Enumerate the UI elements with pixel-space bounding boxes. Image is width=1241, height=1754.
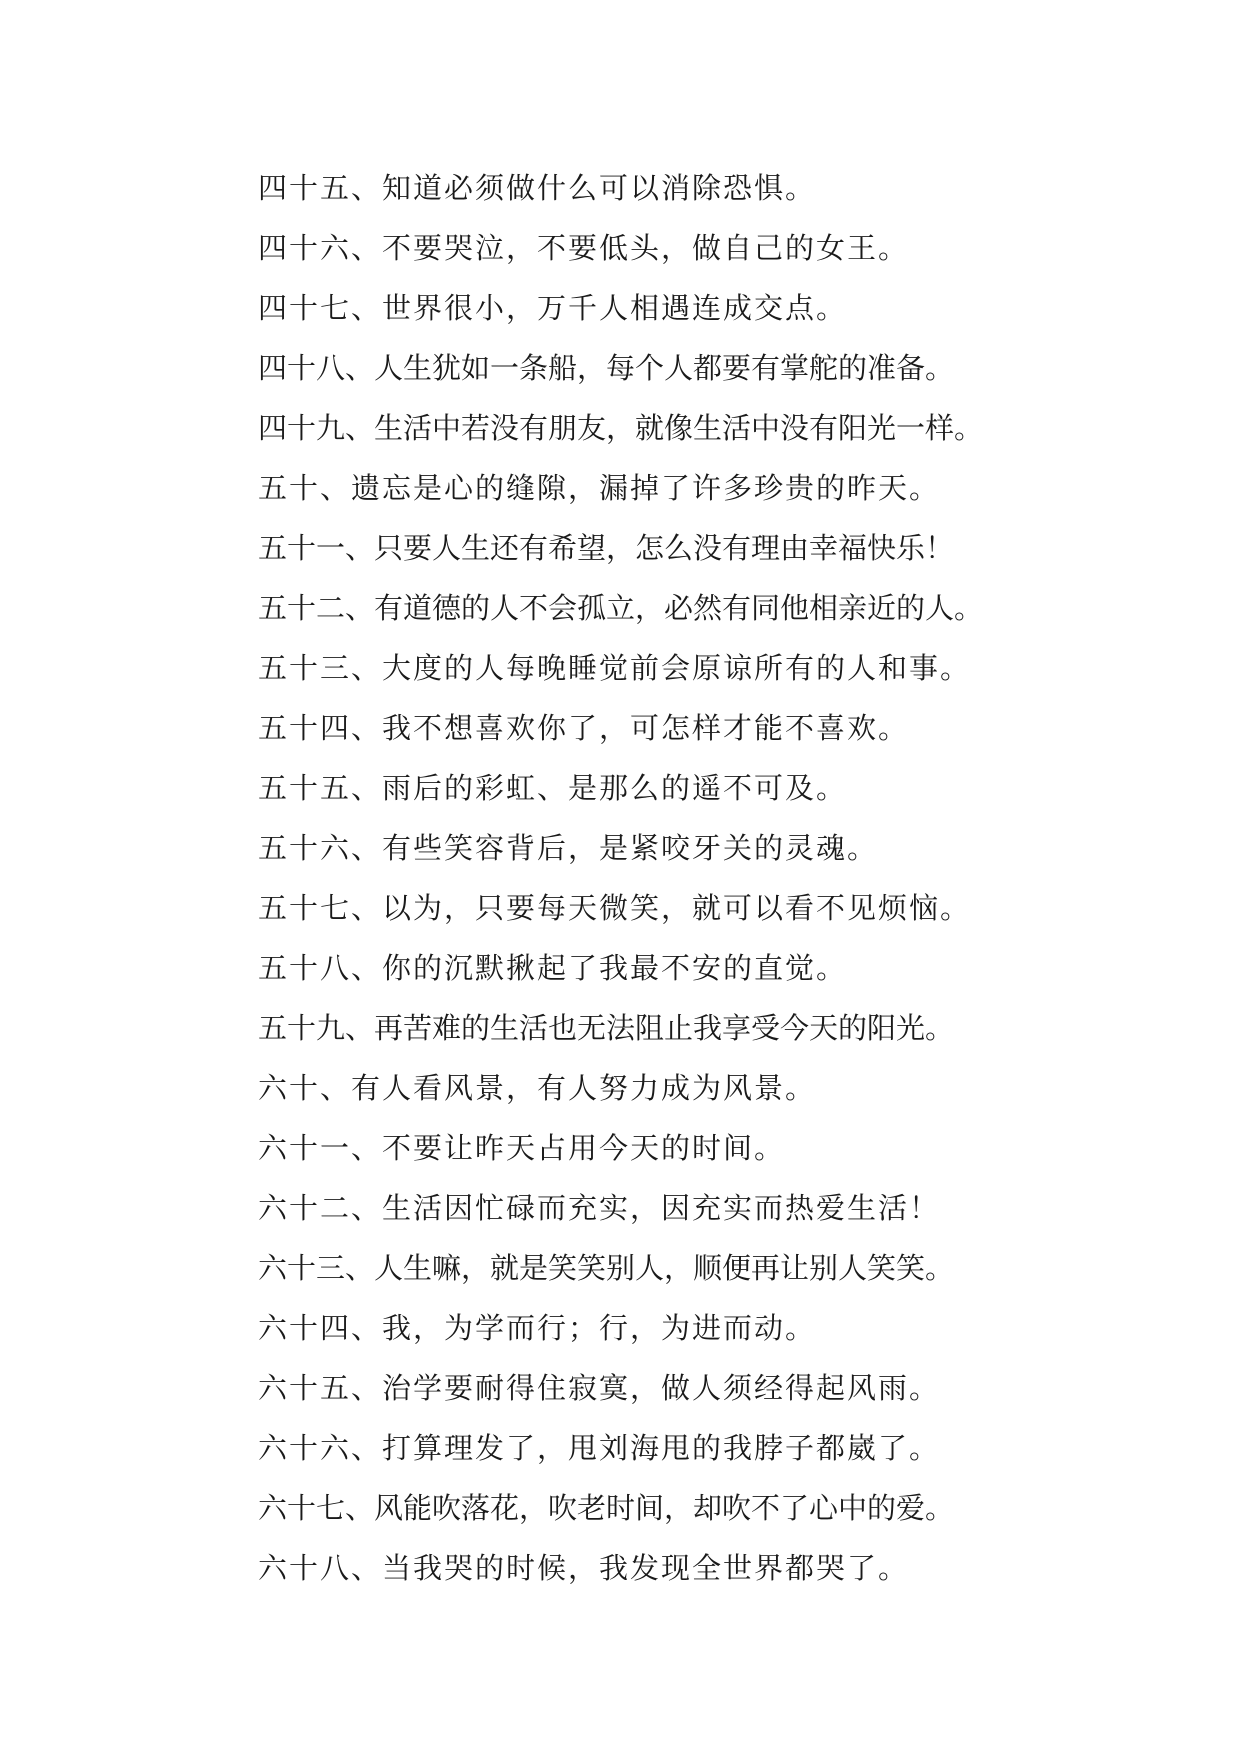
quote-line-45: 四十五、知道必须做什么可以消除恐惧。 [258,171,817,205]
quote-line-50: 五十、遗忘是心的缝隙，漏掉了许多珍贵的昨天。 [258,471,941,505]
quote-line-47: 四十七、世界很小，万千人相遇连成交点。 [258,291,848,325]
quote-line-52: 五十二、有道德的人不会孤立，必然有同他相亲近的人。 [258,591,984,625]
quote-line-58: 五十八、你的沉默揪起了我最不安的直觉。 [258,951,848,985]
quote-line-49: 四十九、生活中若没有朋友，就像生活中没有阳光一样。 [258,411,984,445]
quote-line-65: 六十五、治学要耐得住寂寞，做人须经得起风雨。 [258,1371,941,1405]
quote-line-48: 四十八、人生犹如一条船，每个人都要有掌舵的准备。 [258,351,955,385]
quote-line-60: 六十、有人看风景，有人努力成为风景。 [258,1071,817,1105]
quote-line-62: 六十二、生活因忙碌而充实，因充实而热爱生活！ [258,1191,941,1225]
quote-line-54: 五十四、我不想喜欢你了，可怎样才能不喜欢。 [258,711,910,745]
quote-line-55: 五十五、雨后的彩虹、是那么的遥不可及。 [258,771,848,805]
quote-line-68: 六十八、当我哭的时候，我发现全世界都哭了。 [258,1551,910,1585]
quote-line-61: 六十一、不要让昨天占用今天的时间。 [258,1131,786,1165]
quote-list [258,158,1178,1598]
quote-line-56: 五十六、有些笑容背后，是紧咬牙关的灵魂。 [258,831,879,865]
quote-line-63: 六十三、人生嘛，就是笑笑别人，顺便再让别人笑笑。 [258,1251,955,1285]
quote-line-51: 五十一、只要人生还有希望，怎么没有理由幸福快乐！ [258,531,955,565]
quote-line-64: 六十四、我，为学而行；行，为进而动。 [258,1311,817,1345]
quote-line-57: 五十七、以为，只要每天微笑，就可以看不见烦恼。 [258,891,972,925]
quote-line-46: 四十六、不要哭泣，不要低头，做自己的女王。 [258,231,910,265]
quote-line-67: 六十七、风能吹落花，吹老时间，却吹不了心中的爱。 [258,1491,955,1525]
quote-line-59: 五十九、再苦难的生活也无法阻止我享受今天的阳光。 [258,1011,955,1045]
quote-line-53: 五十三、大度的人每晚睡觉前会原谅所有的人和事。 [258,651,972,685]
quote-line-66: 六十六、打算理发了，甩刘海甩的我脖子都崴了。 [258,1431,941,1465]
